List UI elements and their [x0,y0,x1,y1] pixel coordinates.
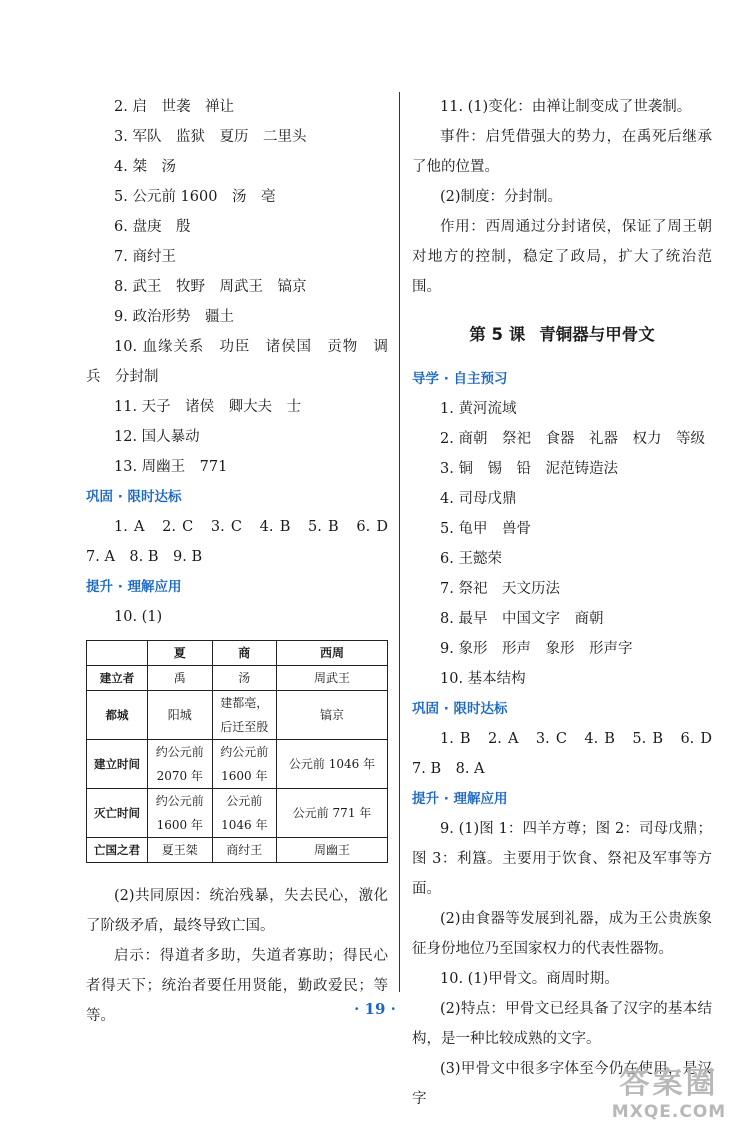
answer-paragraph: 作用：西周通过分封诸侯，保证了周王朝对地方的控制，稳定了政局，扩大了统治范围。 [412,219,712,295]
answer-line: 10. (1) [114,609,163,625]
table-header-cell: 商 [212,641,277,666]
table-cell: 汤 [212,666,277,691]
answer-paragraph: 10. 血缘关系 功臣 诸侯国 贡物 调兵 分封制 [86,339,388,385]
table-header-cell: 西周 [277,641,388,666]
table-row-label: 建立者 [87,666,148,691]
answer-line: 4. 桀 汤 [114,159,176,175]
answer-paragraph: (2)由食器等发展到礼器，成为王公贵族象征身份地位乃至国家权力的代表性器物。 [412,911,712,957]
section-heading: 提升 · 理解应用 [412,791,508,807]
answer-line: 10. 基本结构 [440,671,526,687]
table-row [87,666,388,691]
answer-line: 3. 军队 监狱 夏历 二里头 [114,129,307,145]
watermark-text: 答案圈 [619,1066,719,1101]
answer-paragraph: 1. B 2. A 3. C 4. B 5. B 6. D 7. B 8. A [412,731,727,777]
dynasty-comparison-table [86,640,388,863]
answer-line: 5. 龟甲 兽骨 [440,521,531,537]
section-heading: 巩固 · 限时达标 [412,701,508,717]
answer-line: 4. 司母戊鼎 [440,491,517,507]
table-row [87,838,388,863]
table-row-label: 建立时间 [87,740,148,789]
answer-paragraph: 事件：启凭借强大的势力，在禹死后继承了他的位置。 [412,129,712,175]
answer-line: 5. 公元前 1600 汤 亳 [114,189,276,205]
table-header-cell [87,641,148,666]
answer-paragraph: (3)甲骨文中很多字体至今仍在使用，是汉字 [412,1061,712,1107]
answer-line: 2. 启 世袭 禅让 [114,99,234,115]
left-column [86,92,403,1031]
answer-paragraph: 9. (1)图 1：四羊方尊；图 2：司母戊鼎；图 3：利簋。主要用于饮食、祭祀及军事等方面。 [412,821,712,897]
answer-line: 11. (1)变化：由禅让制变成了世袭制。 [440,99,692,115]
section-heading: 提升 · 理解应用 [86,579,182,595]
table-cell: 约公元前 2070 年 [148,740,213,789]
column-divider [399,92,400,992]
table-cell: 周幽王 [277,838,388,863]
table-cell: 镐京 [277,691,388,740]
table-cell: 夏王桀 [148,838,213,863]
answer-paragraph: 启示：得道者多助，失道者寡助；得民心者得天下；统治者要任用贤能，勤政爱民；等等。 [86,948,388,1024]
table-row [87,789,388,838]
table-row-label: 亡国之君 [87,838,148,863]
table-cell: 阳城 [148,691,213,740]
answer-line: 9. 政治形势 疆土 [114,309,234,325]
table-cell: 商纣王 [212,838,277,863]
table-cell: 公元前 771 年 [277,789,388,838]
answer-line: 13. 周幽王 771 [114,459,228,475]
answer-paragraph: (2)特点：甲骨文已经具备了汉字的基本结构，是一种比较成熟的文字。 [412,1001,712,1047]
table-header-cell: 夏 [148,641,213,666]
answer-line: 3. 铜 锡 铅 泥范铸造法 [440,461,618,477]
page-number: · 19 · [354,1000,396,1018]
answer-line: 11. 天子 诸侯 卿大夫 士 [114,399,302,415]
table-cell: 约公元前 1600 年 [148,789,213,838]
section-heading: 巩固 · 限时达标 [86,489,182,505]
lesson-name: 青铜器与甲骨文 [539,325,655,344]
lesson-number: 第 5 课 [469,325,526,344]
table-cell: 建都亳， 后迁至殷 [212,691,277,740]
table-row-label: 都城 [87,691,148,740]
answer-line: 9. 象形 形声 象形 形声字 [440,641,633,657]
answer-line: 8. 最早 中国文字 商朝 [440,611,604,627]
table-cell: 公元前 1046 年 [277,740,388,789]
answer-line: 6. 王懿荣 [440,551,502,567]
table-row [87,691,388,740]
right-column [412,92,727,1114]
table-header-row [87,641,388,666]
table-cell: 约公元前 1600 年 [212,740,277,789]
table-row-label: 灭亡时间 [87,789,148,838]
answer-line: 1. 黄河流域 [440,401,517,417]
section-heading: 导学 · 自主预习 [412,371,508,387]
table-cell: 周武王 [277,666,388,691]
answer-line: 7. 祭祀 天文历法 [440,581,560,597]
watermark-logo [600,1066,738,1122]
table-row [87,740,388,789]
answer-line: 8. 武王 牧野 周武王 镐京 [114,279,307,295]
answer-line: 7. 商纣王 [114,249,176,265]
lesson-title [412,320,712,350]
answer-line: 6. 盘庚 殷 [114,219,191,235]
answer-line: (2)制度：分封制。 [440,189,563,205]
watermark-url: MXQE.COM [611,1102,727,1122]
answer-line: 12. 国人暴动 [114,429,200,445]
table-cell: 公元前 1046 年 [212,789,277,838]
answer-paragraph: 1. A 2. C 3. C 4. B 5. B 6. D 7. A 8. B 9. B [86,519,403,565]
answer-line: 10. (1)甲骨文。商周时期。 [440,971,619,987]
answer-line: 2. 商朝 祭祀 食器 礼器 权力 等级 [440,431,705,447]
answer-paragraph: (2)共同原因：统治残暴，失去民心，激化了阶级矛盾，最终导致亡国。 [86,888,388,934]
table-cell: 禹 [148,666,213,691]
